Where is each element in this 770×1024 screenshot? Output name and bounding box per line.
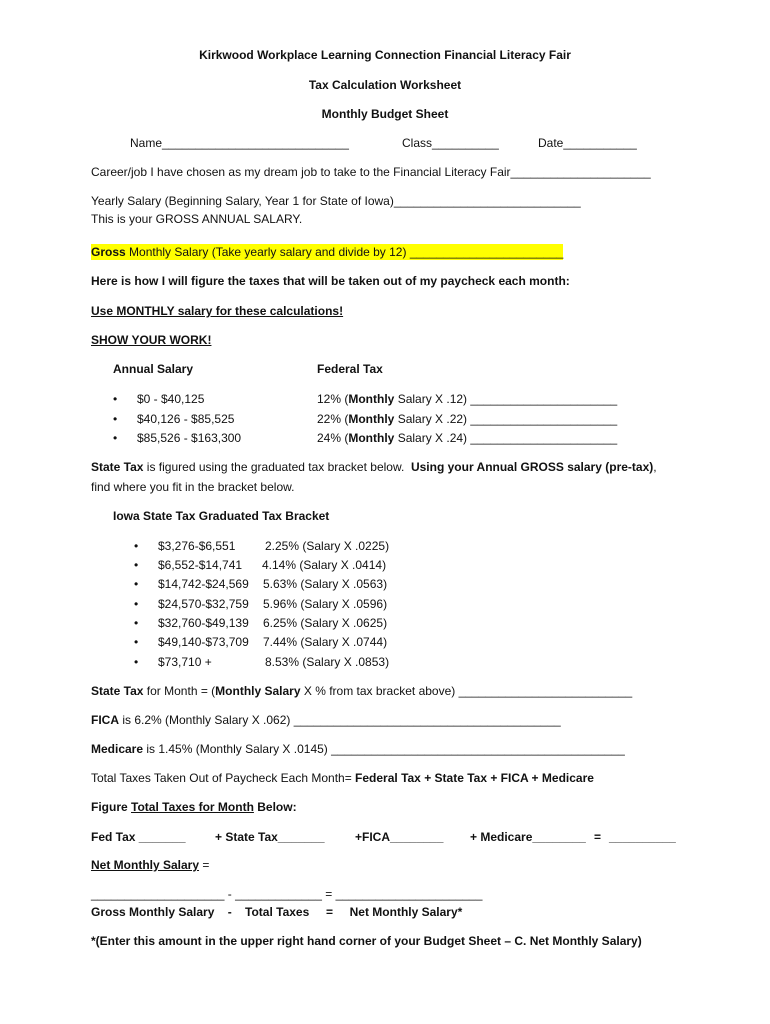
fica-blank[interactable]: +FICA________ bbox=[355, 830, 444, 844]
state-tax-intro-line2: find where you fit in the bracket below. bbox=[91, 480, 295, 494]
iowa-bracket-range: • $32,760-$49,139 bbox=[158, 615, 249, 631]
federal-tax-header: Federal Tax bbox=[317, 362, 383, 376]
iowa-bracket-range: • $49,140-$73,709 bbox=[158, 634, 249, 650]
net-calc-blanks[interactable]: ____________________ - _____________ = ______________________ bbox=[91, 887, 483, 901]
fica-field[interactable]: FICA is 6.2% (Monthly Salary X .062) ________________________________________ bbox=[91, 713, 561, 727]
iowa-bracket-rate: 2.25% (Salary X .0225) bbox=[265, 539, 390, 553]
net-monthly-heading: Net Monthly Salary = bbox=[91, 858, 210, 872]
iowa-bracket-range: • $6,552-$14,741 bbox=[158, 557, 242, 573]
iowa-bracket-rate: 5.63% (Salary X .0563) bbox=[263, 577, 388, 591]
iowa-bracket-rate: 6.25% (Salary X .0625) bbox=[263, 616, 388, 630]
federal-bracket-range: • $85,526 - $163,300 bbox=[137, 430, 241, 446]
equals-sign: = bbox=[594, 830, 602, 844]
gross-annual-note: This is your GROSS ANNUAL SALARY. bbox=[91, 212, 303, 226]
state-tax-intro: State Tax is figured using the graduated tax bracket below. Using your Annual GROSS salary (pre-tax), bbox=[91, 460, 657, 474]
iowa-bracket-rate: 5.96% (Salary X .0596) bbox=[263, 597, 388, 611]
use-monthly-note: Use MONTHLY salary for these calculations! bbox=[91, 304, 344, 318]
net-calc-labels: Gross Monthly Salary - Total Taxes = Net Monthly Salary* bbox=[91, 905, 463, 919]
federal-bracket-range: • $0 - $40,125 bbox=[137, 391, 204, 407]
class-field[interactable]: Class__________ bbox=[402, 136, 499, 150]
document-title: Kirkwood Workplace Learning Connection Financial Literacy Fair bbox=[199, 48, 571, 62]
figure-taxes-heading: Here is how I will figure the taxes that will be taken out of my paycheck each month: bbox=[91, 274, 570, 288]
medicare-field[interactable]: Medicare is 1.45% (Monthly Salary X .0145) ____________________________________________ bbox=[91, 742, 625, 756]
yearly-salary-field[interactable]: Yearly Salary (Beginning Salary, Year 1 for State of Iowa)____________________________ bbox=[91, 194, 581, 208]
medicare-blank[interactable]: + Medicare________ bbox=[470, 830, 586, 844]
footnote: *(Enter this amount in the upper right hand corner of your Budget Sheet – C. Net Monthly Salary) bbox=[91, 934, 642, 948]
career-field[interactable]: Career/job I have chosen as my dream job to take to the Financial Literacy Fair_____________________ bbox=[91, 165, 651, 179]
figure-total-heading: Figure Total Taxes for Month Below: bbox=[91, 800, 297, 814]
iowa-bracket-rate: 8.53% (Salary X .0853) bbox=[265, 655, 390, 669]
name-field[interactable]: Name____________________________ bbox=[130, 136, 349, 150]
iowa-bracket-range: • $3,276-$6,551 bbox=[158, 538, 235, 554]
gross-label: Gross bbox=[91, 245, 126, 259]
federal-bracket-range: • $40,126 - $85,525 bbox=[137, 411, 234, 427]
date-field[interactable]: Date___________ bbox=[538, 136, 637, 150]
iowa-bracket-range: • $24,570-$32,759 bbox=[158, 596, 249, 612]
gross-monthly-field[interactable] bbox=[91, 244, 563, 260]
sheet-title: Monthly Budget Sheet bbox=[321, 107, 449, 121]
state-tax-blank[interactable]: + State Tax_______ bbox=[215, 830, 325, 844]
iowa-bracket-rate: 7.44% (Salary X .0744) bbox=[263, 635, 388, 649]
iowa-bracket-range: • $73,710 + bbox=[158, 654, 212, 670]
federal-bracket-rate[interactable]: 24% (Monthly Salary X .24) ______________________ bbox=[317, 431, 618, 445]
document-subtitle: Tax Calculation Worksheet bbox=[308, 78, 462, 92]
total-result-blank[interactable]: __________ bbox=[609, 830, 676, 844]
gross-monthly-text: Monthly Salary (Take yearly salary and divide by 12) _______________________ bbox=[125, 245, 564, 259]
annual-salary-header: Annual Salary bbox=[113, 362, 194, 376]
iowa-bracket-range: • $14,742-$24,569 bbox=[158, 576, 249, 592]
federal-bracket-rate[interactable]: 22% (Monthly Salary X .22) ______________________ bbox=[317, 412, 618, 426]
iowa-bracket-header: Iowa State Tax Graduated Tax Bracket bbox=[113, 509, 330, 523]
iowa-bracket-rate: 4.14% (Salary X .0414) bbox=[262, 558, 387, 572]
federal-bracket-rate[interactable]: 12% (Monthly Salary X .12) ______________________ bbox=[317, 392, 618, 406]
fed-tax-blank[interactable]: Fed Tax _______ bbox=[91, 830, 186, 844]
state-tax-month-field[interactable]: State Tax for Month = (Monthly Salary X % from tax bracket above) __________________________ bbox=[91, 684, 633, 698]
show-work-note: SHOW YOUR WORK! bbox=[91, 333, 212, 347]
total-taxes-formula: Total Taxes Taken Out of Paycheck Each Month= Federal Tax + State Tax + FICA + Medicare bbox=[91, 771, 594, 785]
